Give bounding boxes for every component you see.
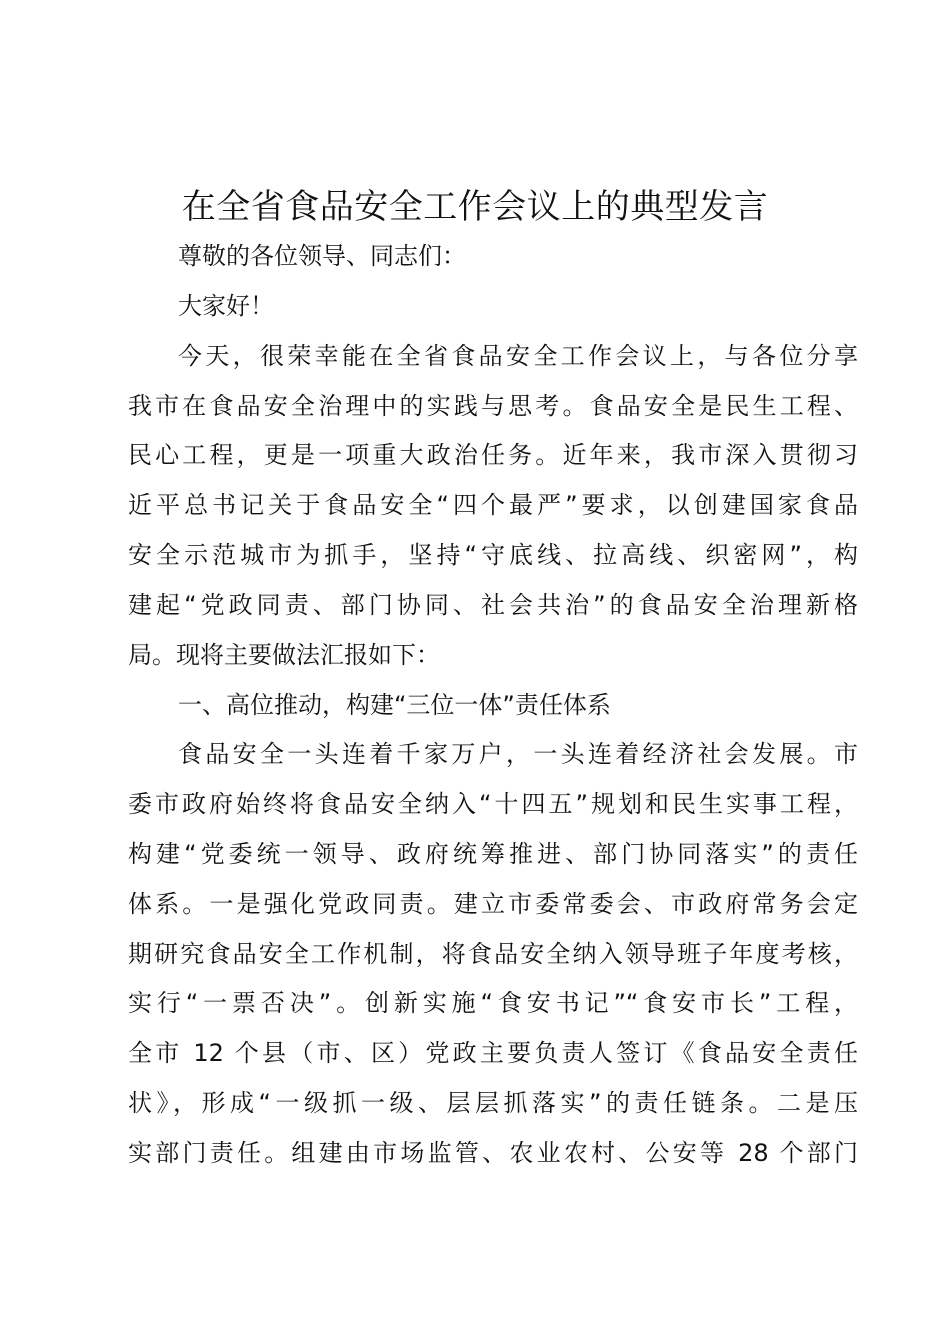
paragraph-line: 食品安全一头连着千家万户，一头连着经济社会发展。市	[178, 740, 858, 768]
paragraph-line: 委市政府始终将食品安全纳入“十四五”规划和民生实事工程，	[128, 790, 858, 818]
paragraph-line: 局。现将主要做法汇报如下：	[128, 641, 440, 669]
paragraph-line: 民心工程，更是一项重大政治任务。近年来，我市深入贯彻习	[128, 441, 858, 469]
paragraph-line: 实行“一票否决”。创新实施“食安书记”“食安市长”工程，	[128, 989, 858, 1017]
hello-line: 大家好！	[178, 292, 274, 320]
section-heading: 一、高位推动，构建“三位一体”责任体系	[178, 691, 611, 719]
paragraph-line: 近平总书记关于食品安全“四个最严”要求，以创建国家食品	[128, 491, 858, 519]
paragraph-line: 我市在食品安全治理中的实践与思考。食品安全是民生工程、	[128, 392, 858, 420]
paragraph-line: 状》，形成“一级抓一级、层层抓落实”的责任链条。二是压	[128, 1089, 858, 1117]
paragraph-line: 今天，很荣幸能在全省食品安全工作会议上，与各位分享	[178, 342, 858, 370]
greeting-line: 尊敬的各位领导、同志们：	[178, 242, 466, 270]
paragraph-line: 全市 12 个县（市、区）党政主要负责人签订《食品安全责任	[128, 1039, 858, 1067]
paragraph-line: 构建“党委统一领导、政府统筹推进、部门协同落实”的责任	[128, 840, 858, 868]
paragraph-line: 安全示范城市为抓手，坚持“守底线、拉高线、织密网”，构	[128, 541, 858, 569]
paragraph-line: 体系。一是强化党政同责。建立市委常委会、市政府常务会定	[128, 890, 858, 918]
document-title: 在全省食品安全工作会议上的典型发言	[181, 187, 769, 227]
paragraph-line: 建起“党政同责、部门协同、社会共治”的食品安全治理新格	[128, 591, 858, 619]
paragraph-line: 期研究食品安全工作机制，将食品安全纳入领导班子年度考核，	[128, 940, 858, 968]
paragraph-line: 实部门责任。组建由市场监管、农业农村、公安等 28 个部门	[128, 1139, 858, 1167]
